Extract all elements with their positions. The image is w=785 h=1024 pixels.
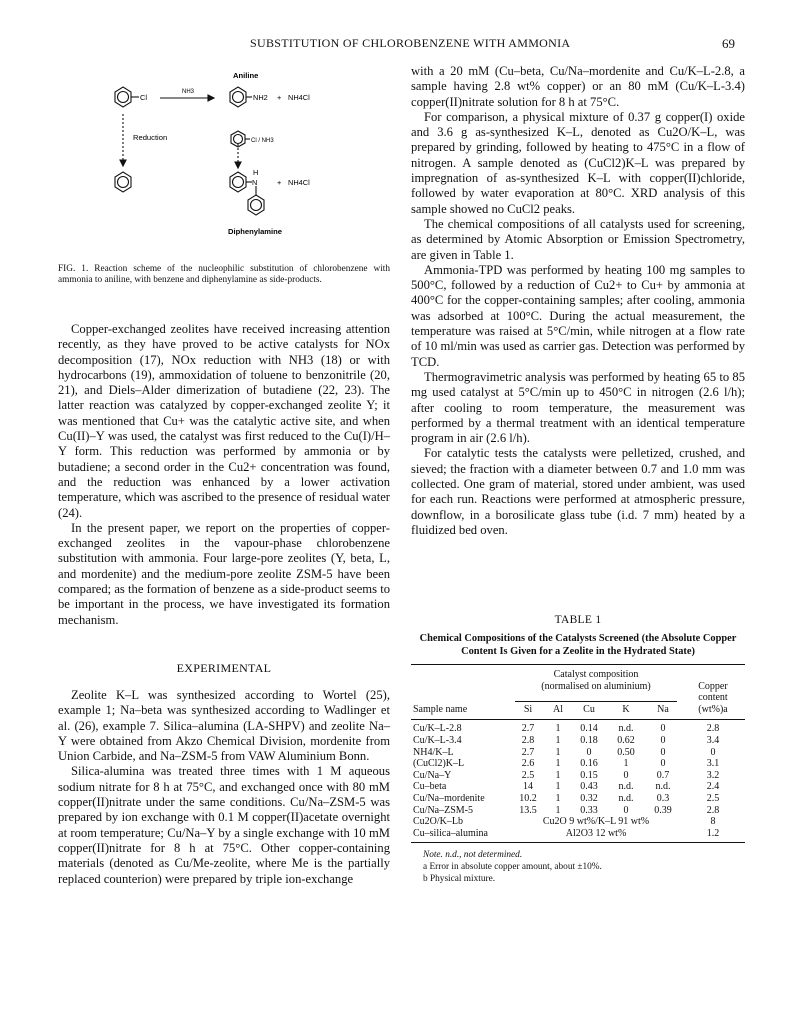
cell-si: 2.7 (521, 746, 535, 758)
cell-si: 10.2 (519, 792, 537, 804)
table-row (411, 828, 745, 843)
cell-na: 0 (660, 746, 666, 758)
cell-sample: Cu/K–L-2.8 (413, 723, 462, 735)
cell-k: 0 (623, 769, 629, 781)
cell-sample: Cu/Na–Y (413, 769, 452, 781)
cell-al: 1 (555, 769, 561, 781)
cell-al: 1 (555, 781, 561, 793)
column-header: Sample name (413, 703, 468, 715)
plus-sign: + (277, 93, 282, 102)
cl-label: Cl (140, 93, 147, 102)
table-row (411, 723, 745, 735)
group-header-line-2: (normalised on aluminium) (541, 680, 651, 692)
composition-table (411, 665, 745, 842)
paragraph: For comparison, a physical mixture of 0.37 g copper(I) oxide and 3.6 g as-synthesized K–L, denoted as Cu2O/K–L, was prepared by grinding, followed by heating to 475°C in a flow of nitrogen. A sample denoted as (CuCl2)K–L was prepared by impregnation of as-synthesized K–L with copper(II)chloride, followed by water evaporation at 80°C. XRD analysis of this sample showed no CuCl2 peaks. (411, 109, 745, 216)
cell-copper: 3.2 (706, 769, 720, 781)
cell-copper: 0 (710, 746, 716, 758)
table-row (411, 770, 745, 782)
cell-sample: NH4/K–L (413, 746, 454, 758)
table-label: TABLE 1 (554, 614, 602, 626)
aniline-label: Aniline (233, 71, 259, 80)
cell-al: 1 (555, 804, 561, 816)
section-heading-experimental: EXPERIMENTAL (176, 661, 272, 675)
cell-al: 1 (555, 723, 561, 735)
cell-si: 2.6 (521, 758, 535, 770)
cell-sample: Cu–beta (413, 781, 447, 793)
cell-al: 1 (555, 792, 561, 804)
column-header: Al (553, 703, 563, 715)
cell-cu: 0.43 (580, 781, 598, 793)
table-row (411, 747, 745, 759)
cell-cu: 0.18 (580, 734, 598, 746)
nh3-label: NH3 (182, 89, 195, 95)
nh2-label: NH2 (253, 93, 268, 102)
cell-na: n.d. (655, 781, 671, 793)
cell-si: 2.8 (521, 734, 535, 746)
cell-composition: Cu2O 9 wt%/K–L 91 wt% (542, 816, 650, 828)
column-header: Cu (583, 703, 595, 715)
column-header: Si (523, 703, 533, 715)
experimental-text (58, 688, 390, 887)
cell-na: 0.39 (654, 804, 672, 816)
table-caption: Chemical Compositions of the Catalysts Screened (the Absolute Copper Content Is Given for a Zeolite in the Hydrated State) (419, 633, 737, 657)
table-row (411, 793, 745, 805)
cell-na: 0.3 (656, 792, 670, 804)
paragraph: Thermogravimetric analysis was performed by heating 65 to 85 mg used catalyst at 5°C/min up to 450°C in nitrogen (2.6 l/h); after cooling to room temperature, the measurement was performed by a thermal treatment with an identical temperature program in air (2.6 l/h). (411, 369, 745, 446)
reaction-scheme-figure (100, 62, 390, 244)
paragraph: In the present paper, we report on the properties of copper-exchanged zeolites in the vapour-phase chlorobenzene substitution with ammonia. Four large-pore zeolites (Y, beta, L, and mordenite) and the medium-pore zeolite ZSM-5 have been compared; as the formation of benzene as a side-product seems to be important in the process, we have investigated its formation mechanism. (58, 520, 390, 627)
cell-si: 2.7 (521, 723, 535, 735)
running-title: SUBSTITUTION OF CHLOROBENZENE WITH AMMONIA (250, 36, 571, 50)
table-row (411, 758, 745, 770)
paragraph: Ammonia-TPD was performed by heating 100 mg samples to 500°C, followed by a reduction of Cu2+ to Cu+ by ammonia at 400°C for the copper-containing samples; after cooling, ammonia was adsorbed at 100°C. During the actual measurement, the temperature was raised at 5°C/min, while nitrogen at a flow rate of 10 ml/min was used as carrier gas. Detection was performed by TCD. (411, 262, 745, 369)
cell-cu: 0.14 (580, 723, 598, 735)
cell-copper: 2.8 (706, 804, 720, 816)
h-label: H (253, 168, 259, 177)
reduction-label: Reduction (133, 133, 168, 142)
table-footnote-b: b Physical mixture. (423, 874, 496, 885)
cell-cu: 0.32 (580, 792, 598, 804)
cl-nh3-label: Cl / NH3 (251, 138, 274, 144)
cell-sample: (CuCl2)K–L (413, 758, 465, 770)
figure-caption (58, 264, 390, 287)
cell-al: 1 (555, 746, 561, 758)
n-label: N (252, 178, 258, 187)
cell-na: 0.7 (656, 769, 670, 781)
methods-text (411, 64, 745, 538)
cell-composition: Al2O3 12 wt% (565, 827, 627, 839)
cell-sample: Cu/Na–ZSM-5 (413, 804, 473, 816)
figure-caption-text: Reaction scheme of the nucleophilic substitution of chlorobenzene with ammonia to aniline, with benzene and diphenylamine as side-products. (58, 264, 391, 286)
cell-copper: 2.8 (706, 723, 720, 735)
cell-copper: 2.4 (706, 781, 720, 793)
cell-k: 0.50 (617, 746, 635, 758)
page-number: 69 (722, 36, 735, 51)
cell-al: 1 (555, 734, 561, 746)
cell-sample: Cu/Na–mordenite (413, 792, 485, 804)
cell-k: 0 (623, 804, 629, 816)
copper-header-line-3: (wt%)a (698, 703, 728, 715)
nh4cl-label-2: NH4Cl (288, 178, 310, 187)
table-footnote-a: a Error in absolute copper amount, about ±10%. (423, 862, 602, 873)
diphenylamine-label: Diphenylamine (228, 227, 283, 236)
cell-si: 13.5 (519, 804, 537, 816)
cell-sample: Cu2O/K–Lb (413, 816, 463, 828)
cell-k: n.d. (618, 792, 634, 804)
paragraph: Silica-alumina was treated three times with 1 M aqueous sodium nitrate for 8 h at 75°C, and exchanged once with 80 mM copper(II)nitrate under the same conditions. Cu/Na–ZSM-5 was prepared by ion exchange with 0.1 M copper(II)acetate overnight at room temperature; Cu/Na–Y by a single exchange with 10 mM copper(II)nitrate for 8 h at 75°C. Other copper-containing materials (denoted as Cu/Me-zeolite, where Me is the partially replaced counterion) were prepared by triple ion-exchange (58, 764, 390, 886)
cell-na: 0 (660, 723, 666, 735)
introduction-text (58, 322, 390, 628)
cell-copper: 2.5 (706, 792, 720, 804)
table-1 (411, 664, 745, 885)
cell-cu: 0.16 (580, 758, 598, 770)
nh4cl-label: NH4Cl (288, 93, 310, 102)
cell-k: 0.62 (617, 734, 635, 746)
paragraph: Zeolite K–L was synthesized according to Wortel (25), example 1; Na–beta was synthesized according to Wadlinger et al. (26), example 7. Silica–alumina (LA-SHPV) and zeolite Na–Y were obtained from Akzo Chemical Division, mordenite from Union Carbide, and Na–ZSM-5 from VAW Aluminium Bonn. (58, 688, 390, 764)
paragraph: The chemical compositions of all catalysts used for screening, as determined by Atomic Absorption or Emission Spectrometry, are given in Table 1. (411, 216, 745, 262)
paragraph: with a 20 mM (Cu–beta, Cu/Na–mordenite and Cu/K–L-2.8, a sample having 2.8 wt% copper) or an 80 mM (Cu/K–L-3.4) copper(II)nitrate solution for 8 h at 75°C. (411, 64, 745, 109)
cell-sample: Cu/K–L-3.4 (413, 734, 462, 746)
cell-copper: 1.2 (706, 827, 720, 839)
cell-copper: 8 (710, 816, 716, 828)
cell-copper: 3.1 (706, 758, 720, 770)
table-row (411, 805, 745, 817)
copper-header-line-1: Copper (698, 680, 728, 692)
paragraph: Copper-exchanged zeolites have received increasing attention recently, as they have proved to be active catalysts for NOx decomposition (17), NOx reduction with NH3 (18) or with hydrocarbons (19), ammoxidation of toluene to benzonitrile (20, 21), and Diels–Alder dimerization of butadiene (22, 23). The latter reaction was catalyzed by copper-exchanged zeolite Y; it was mentioned that Cu+ was the catalytic active site, and when Cu(II)–Y was used, the catalyst was first reduced to the Cu(I)/H–Y form. This reduction was performed by ammonia or by butadiene; a second order in the Cu2+ concentration was found, and the reduction was enhanced by a lower activation temperature, which was ascribed to the presence of residual water (24). (58, 322, 390, 520)
table-row (411, 781, 745, 793)
cell-copper: 3.4 (706, 734, 720, 746)
table-row (411, 816, 745, 828)
cell-cu: 0 (586, 746, 592, 758)
copper-header-line-2: content (698, 692, 728, 704)
cell-k: n.d. (618, 781, 634, 793)
cell-si: 2.5 (521, 769, 535, 781)
cell-si: 14 (523, 781, 533, 793)
cell-k: n.d. (618, 723, 634, 735)
plus-sign-2: + (277, 178, 282, 187)
cell-na: 0 (660, 758, 666, 770)
cell-sample: Cu–silica–alumina (413, 827, 488, 839)
cell-cu: 0.33 (580, 804, 598, 816)
cell-k: 1 (623, 758, 629, 770)
column-header: K (622, 703, 630, 715)
table-row (411, 735, 745, 747)
cell-na: 0 (660, 734, 666, 746)
column-header: Na (657, 703, 669, 715)
paragraph: For catalytic tests the catalysts were pelletized, crushed, and sieved; the fraction with a diameter between 0.7 and 1.0 mm was collected. One gram of material, stored under ambient, was used for each run. Reactions were performed at atmospheric pressure, downflow, in a borosilicate glass tube (i.d. 7 mm) heated by a fluidized bed oven. (411, 446, 745, 537)
figure-caption-label: FIG. 1. (58, 264, 89, 274)
table-note: Note. n.d., not determined. (423, 850, 523, 861)
cell-cu: 0.15 (580, 769, 598, 781)
group-header-line-1: Catalyst composition (553, 669, 639, 680)
cell-al: 1 (555, 758, 561, 770)
